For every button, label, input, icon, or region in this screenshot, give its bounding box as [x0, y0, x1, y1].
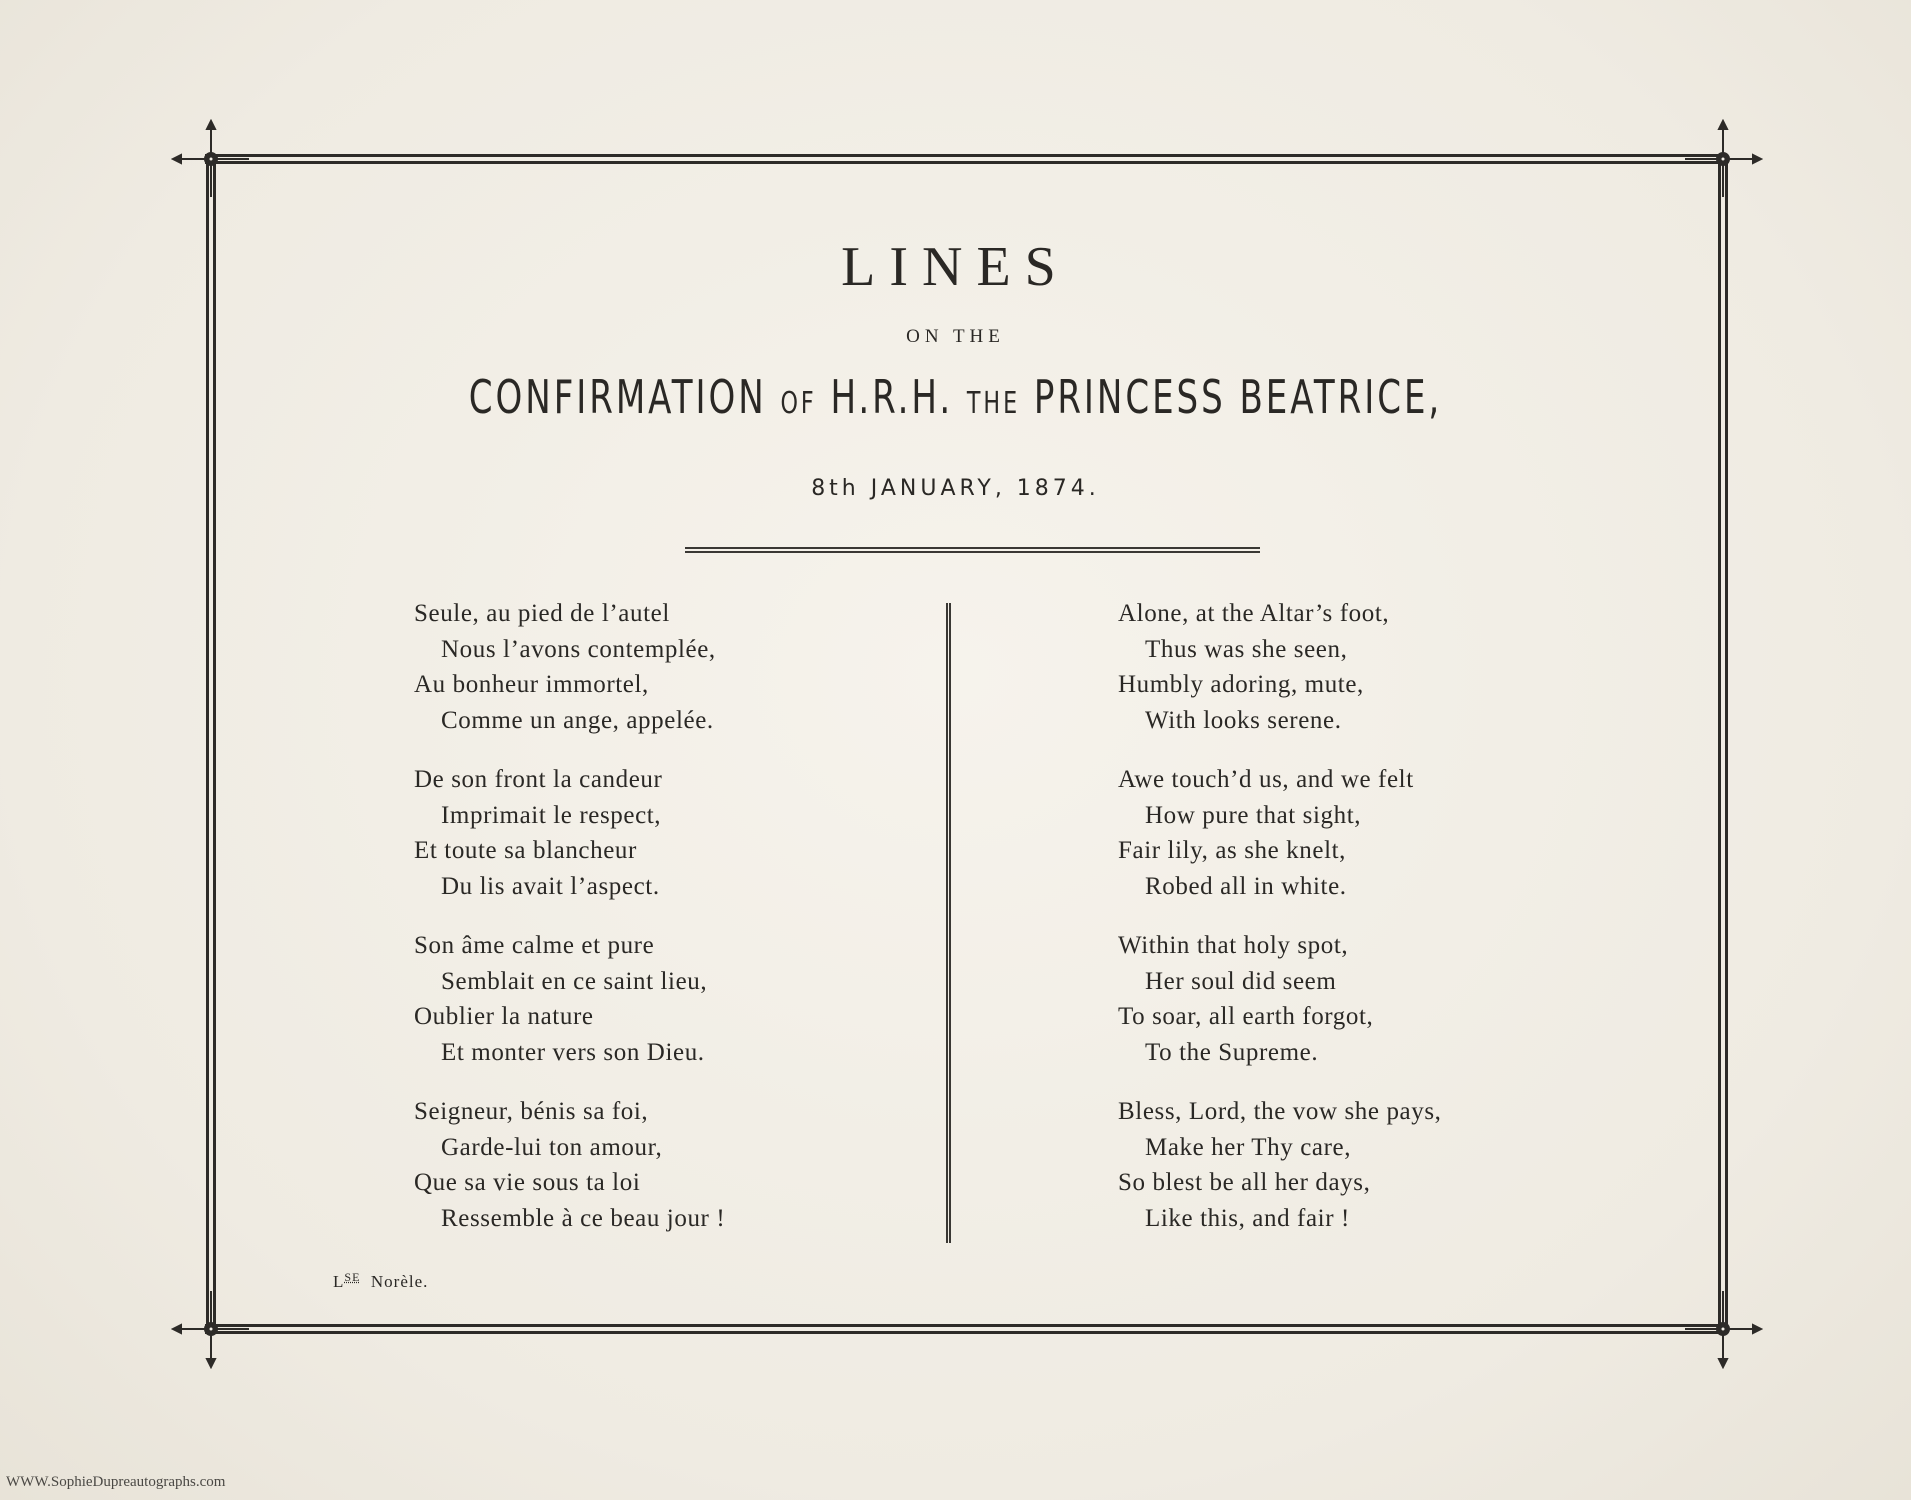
poem-line: Ressemble à ce beau jour ! — [441, 1204, 726, 1232]
poem-line: Bless, Lord, the vow she pays, — [1118, 1098, 1442, 1125]
subtitle-on-the: ON THE — [906, 326, 1005, 347]
poem-line: Robed all in white. — [1145, 872, 1347, 900]
poem-line: How pure that sight, — [1145, 801, 1362, 829]
poem-line: De son front la candeur — [414, 766, 663, 793]
subtitle-princess-beatrice: PRINCESS BEATRICE, — [1033, 370, 1443, 424]
poem-line: Like this, and fair ! — [1145, 1204, 1350, 1232]
poem-line: Semblait en ce saint lieu, — [441, 967, 708, 995]
stanza — [1118, 762, 1442, 904]
poem-line: With looks serene. — [1145, 706, 1342, 734]
author-superscript: SE — [344, 1270, 361, 1284]
subtitle-part-confirmation: CONFIRMATION — [468, 370, 767, 424]
stanza — [414, 928, 725, 1070]
poem-line: Seule, au pied de l’autel — [414, 600, 670, 627]
author-surname: Norèle. — [370, 1272, 429, 1291]
author-signature — [333, 1270, 428, 1292]
poem-line: Nous l’avons contemplée, — [441, 635, 716, 663]
poem-line: Comme un ange, appelée. — [441, 706, 714, 734]
poem-line: Seigneur, bénis sa foi, — [414, 1098, 649, 1125]
poem-line: Que sa vie sous ta loi — [414, 1169, 641, 1196]
poem-line: Garde-lui ton amour, — [441, 1133, 663, 1161]
poem-line: Oublier la nature — [414, 1003, 594, 1030]
stanza — [1118, 1094, 1442, 1236]
corner-ornament-bottom-right — [1683, 1289, 1763, 1369]
poem-line: Fair lily, as she knelt, — [1118, 837, 1347, 864]
english-poem — [1118, 596, 1442, 1260]
subtitle-hrh: H.R.H. — [830, 370, 954, 424]
corner-ornament-top-right — [1683, 119, 1763, 199]
stanza — [1118, 928, 1442, 1070]
french-poem — [414, 596, 725, 1260]
poem-line: Thus was she seen, — [1145, 635, 1348, 663]
frame-bottom-border — [205, 1324, 1725, 1334]
poem-line: So blest be all her days, — [1118, 1169, 1371, 1196]
poem-line: Her soul did seem — [1145, 967, 1337, 995]
poem-line: Imprimait le respect, — [441, 801, 662, 829]
frame-top-border — [205, 154, 1725, 164]
author-initial: L — [333, 1272, 345, 1291]
poem-line: Humbly adoring, mute, — [1118, 671, 1364, 698]
corner-ornament-bottom-left — [171, 1289, 251, 1369]
poem-line: Au bonheur immortel, — [414, 671, 649, 698]
stanza — [1118, 596, 1442, 738]
stanza — [414, 762, 725, 904]
corner-ornament-top-left — [171, 119, 251, 199]
subtitle-main — [248, 370, 1662, 424]
poem-line: To soar, all earth forgot, — [1118, 1003, 1374, 1030]
poem-line: Son âme calme et pure — [414, 932, 655, 959]
date-line: 8th JANUARY, 1874. — [811, 476, 1100, 501]
column-divider — [946, 603, 951, 1243]
stanza — [414, 1094, 725, 1236]
page-title: LINES — [841, 236, 1070, 298]
poem-line: Awe touch’d us, and we felt — [1118, 766, 1414, 793]
poem-line: Make her Thy care, — [1145, 1133, 1352, 1161]
poem-line: Et toute sa blancheur — [414, 837, 637, 864]
subtitle-of: OF — [780, 386, 817, 421]
watermark-text: WWW.SophieDupreautographs.com — [6, 1474, 226, 1490]
poem-line: Du lis avait l’aspect. — [441, 872, 660, 900]
heading-double-rule — [685, 547, 1260, 553]
subtitle-the: THE — [966, 386, 1021, 421]
poem-line: Et monter vers son Dieu. — [441, 1038, 705, 1066]
poem-line: Alone, at the Altar’s foot, — [1118, 600, 1390, 627]
stanza — [414, 596, 725, 738]
poem-line: Within that holy spot, — [1118, 932, 1349, 959]
poem-line: To the Supreme. — [1145, 1038, 1319, 1066]
